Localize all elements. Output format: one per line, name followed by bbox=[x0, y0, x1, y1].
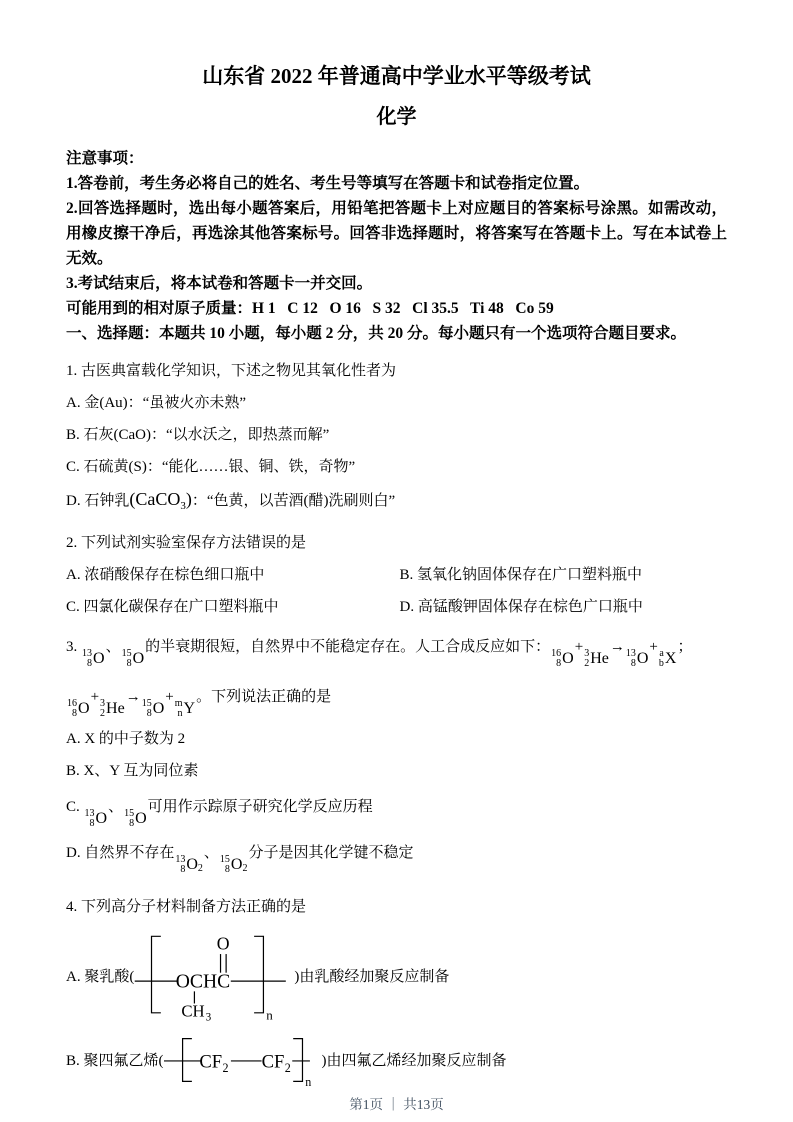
section-heading: 一、选择题：本题共 10 小题，每小题 2 分，共 20 分。每小题只有一个选项符合题目要求。 bbox=[66, 325, 687, 342]
caco3-formula bbox=[129, 489, 192, 512]
atomic-number: n bbox=[177, 708, 183, 719]
element-symbol: He bbox=[590, 650, 609, 667]
ptfe-structure-diagram bbox=[164, 1032, 322, 1088]
nuclide-numbers bbox=[659, 649, 664, 669]
question-1-stem: 1. 古医典富载化学知识，下述之物见其氧化性者为 bbox=[66, 363, 397, 379]
formula-close: ) bbox=[185, 489, 192, 509]
nuclide-numbers bbox=[67, 699, 77, 719]
pla-structure-diagram bbox=[134, 927, 294, 1024]
cf-label: CF bbox=[198, 1050, 222, 1072]
atomic-number: 8 bbox=[89, 818, 95, 829]
nuclide-3-2-He bbox=[584, 649, 609, 669]
cf-subscript: 2 bbox=[284, 1060, 291, 1075]
nuclide-numbers bbox=[626, 649, 636, 669]
formula-subscript: 3 bbox=[180, 500, 186, 512]
mass-number: 15 bbox=[141, 698, 152, 709]
element-symbol: O bbox=[78, 700, 90, 717]
atomic-number: 8 bbox=[126, 658, 132, 669]
question-2-option-a: A. 浓硝酸保存在棕色细口瓶中 bbox=[66, 567, 265, 583]
question-4 bbox=[66, 895, 727, 1088]
molecule-subscript: 2 bbox=[242, 862, 248, 874]
atomic-number: 2 bbox=[584, 658, 590, 669]
element-symbol: O bbox=[93, 650, 105, 667]
molecule-subscript: 2 bbox=[197, 862, 203, 874]
question-1-option-a: A. 金(Au)：“虽被火亦未熟” bbox=[66, 395, 246, 411]
atomic-number: 2 bbox=[100, 708, 106, 719]
formula-text: (CaCO bbox=[129, 489, 181, 509]
q3-text: 可用作示踪原子研究化学反应历程 bbox=[147, 799, 373, 815]
ptfe-structure-svg bbox=[164, 1032, 322, 1088]
question-4-option-b bbox=[66, 1032, 727, 1088]
nuclide-numbers bbox=[85, 809, 95, 829]
notices-heading: 注意事项： bbox=[66, 150, 144, 167]
question-1-option-b: B. 石灰(CaO)：“以水沃之，即热蒸而解” bbox=[66, 427, 330, 443]
question-2-stem: 2. 下列试剂实验室保存方法错误的是 bbox=[66, 535, 307, 551]
nuclide-numbers bbox=[122, 649, 132, 669]
nuclide-numbers bbox=[82, 649, 92, 669]
right-bracket bbox=[254, 936, 263, 1012]
nuclide-15-8-O bbox=[124, 809, 147, 829]
element-symbol: O bbox=[636, 650, 649, 667]
question-3-stem-line-2 bbox=[66, 679, 727, 719]
question-1 bbox=[66, 359, 727, 518]
q3-text: 3. bbox=[66, 639, 81, 655]
nuclide-15-8-O2 bbox=[220, 849, 248, 882]
plus-sign: + bbox=[90, 689, 100, 705]
pla-structure-svg bbox=[134, 927, 294, 1024]
reaction-arrow: → bbox=[125, 689, 141, 705]
methyl-label: CH bbox=[181, 1001, 205, 1021]
q3-text: 分子是因其化学键不稳定 bbox=[248, 845, 414, 861]
cf-subscript: 2 bbox=[222, 1060, 229, 1075]
nuclide-numbers bbox=[124, 809, 134, 829]
element-symbol: O bbox=[562, 650, 574, 667]
nuclide-numbers bbox=[220, 855, 230, 875]
nuclide-numbers bbox=[100, 699, 105, 719]
question-4-option-a bbox=[66, 927, 727, 1024]
nuclide-numbers bbox=[175, 855, 185, 875]
q3-text: D. 自然界不存在 bbox=[66, 845, 175, 861]
mass-number: 3 bbox=[100, 698, 106, 709]
q3-text: ； bbox=[677, 639, 693, 655]
mass-number: 15 bbox=[219, 854, 230, 865]
notice-item-2: 2.回答选择题时，选出每小题答案后，用铅笔把答题卡上对应题目的答案标号涂黑。如需改动，用橡皮擦干净后，再选涂其他答案标号。回答非选择题时，将答案写在答题卡上。写在本试卷上无效。 bbox=[66, 200, 727, 267]
atomic-number: 8 bbox=[146, 708, 152, 719]
mass-number: 16 bbox=[67, 698, 77, 709]
question-2 bbox=[66, 531, 727, 619]
question-3-stem-line-1 bbox=[66, 629, 727, 669]
question-2-options-row-1 bbox=[66, 564, 727, 587]
atomic-number: 8 bbox=[87, 658, 92, 669]
question-3-option-b: B. X、Y 互为同位素 bbox=[66, 763, 199, 779]
nuclide-15-8-O bbox=[142, 699, 165, 719]
mass-number: 13 bbox=[175, 854, 186, 865]
q3-text: 、 bbox=[105, 639, 121, 655]
atomic-number: 8 bbox=[556, 658, 562, 669]
element-symbol: X bbox=[664, 650, 677, 667]
oxygen-label: O bbox=[217, 932, 230, 953]
option-a-suffix: )由乳酸经加聚反应制备 bbox=[294, 968, 450, 985]
nuclide-16-8-O bbox=[67, 699, 90, 719]
nuclide-numbers bbox=[551, 649, 561, 669]
option-a-prefix: A. 聚乳酸( bbox=[66, 968, 135, 985]
nuclide-15-8-O bbox=[122, 649, 145, 669]
option-d-suffix: ：“色黄，以苦酒(醋)洗刷则白” bbox=[191, 493, 396, 509]
right-bracket bbox=[293, 1038, 302, 1081]
methyl-subscript: 3 bbox=[205, 1010, 212, 1023]
mass-number: 13 bbox=[84, 808, 95, 819]
atomic-number: 8 bbox=[630, 658, 636, 669]
plus-sign: + bbox=[574, 639, 584, 655]
reaction-arrow: → bbox=[609, 639, 625, 655]
nuclide-numbers bbox=[175, 699, 183, 719]
mass-number: 15 bbox=[121, 648, 132, 659]
notice-item-1: 1.答卷前，考生务必将自己的姓名、考生号等填写在答题卡和试卷指定位置。 bbox=[66, 175, 590, 192]
nuclide-a-b-X bbox=[659, 649, 677, 669]
q3-text: 、 bbox=[203, 845, 219, 861]
nuclide-13-8-O bbox=[85, 809, 108, 829]
page-footer: 第1页 ｜ 共13页 bbox=[349, 1097, 444, 1112]
nuclide-13-8-O bbox=[626, 649, 649, 669]
mass-number: a bbox=[659, 648, 664, 659]
element-symbol: Y bbox=[183, 700, 196, 717]
element-symbol: O bbox=[135, 810, 147, 827]
q3-text: C. bbox=[66, 799, 84, 815]
mass-number: 16 bbox=[551, 648, 562, 659]
subscript-n: n bbox=[266, 1006, 274, 1022]
nuclide-numbers bbox=[142, 699, 152, 719]
option-b-prefix: B. 聚四氟乙烯( bbox=[66, 1053, 164, 1069]
question-3-option-d bbox=[66, 837, 727, 882]
question-2-option-b: B. 氢氧化钠固体保存在广口塑料瓶中 bbox=[399, 567, 643, 583]
mass-number: 13 bbox=[625, 648, 636, 659]
element-symbol: O bbox=[95, 810, 108, 827]
question-2-options-row-2 bbox=[66, 596, 727, 619]
atomic-number: 8 bbox=[72, 708, 77, 719]
q3-text: 的半衰期很短，自然界中不能稳定存在。人工合成反应如下： bbox=[145, 639, 551, 655]
nuclide-3-2-He bbox=[100, 699, 125, 719]
cf-label: CF bbox=[261, 1050, 284, 1072]
nuclide-m-n-Y bbox=[175, 699, 195, 719]
mass-number: 13 bbox=[82, 648, 92, 659]
nuclide-16-8-O bbox=[551, 649, 574, 669]
mass-number: 15 bbox=[124, 808, 135, 819]
question-1-option-d bbox=[66, 488, 727, 518]
element-symbol: O bbox=[132, 650, 145, 667]
question-2-option-c: C. 四氯化碳保存在广口塑料瓶中 bbox=[66, 599, 279, 615]
q3-text: 、 bbox=[108, 799, 124, 815]
question-1-option-c: C. 石硫黄(S)：“能化……银、铜、铁，奇物” bbox=[66, 459, 356, 475]
atomic-number: 8 bbox=[129, 818, 135, 829]
left-bracket bbox=[182, 1038, 191, 1081]
nuclide-13-8-O bbox=[82, 649, 105, 669]
mass-number: 3 bbox=[584, 648, 590, 659]
q3-text: 。下列说法正确的是 bbox=[196, 689, 332, 705]
atomic-mass-line: 可能用到的相对原子质量：H 1 C 12 O 16 S 32 Cl 35.5 Ti 48 Co 59 bbox=[66, 300, 554, 317]
question-3 bbox=[66, 629, 727, 882]
nuclide-numbers bbox=[584, 649, 589, 669]
plus-sign: + bbox=[165, 689, 174, 705]
question-3-option-c bbox=[66, 791, 727, 829]
notices-section bbox=[66, 146, 727, 346]
atomic-number: b bbox=[658, 658, 664, 669]
subject-title: 化学 bbox=[376, 106, 417, 128]
page-title: 山东省 2022 年普通高中学业水平等级考试 bbox=[202, 64, 591, 88]
question-3-option-a: A. X 的中子数为 2 bbox=[66, 731, 186, 747]
element-symbol: He bbox=[106, 700, 125, 717]
mass-number: m bbox=[174, 698, 183, 709]
element-symbol: O bbox=[152, 700, 165, 717]
chain-label: OCHC bbox=[176, 971, 231, 993]
element-symbol: O bbox=[230, 856, 243, 873]
element-symbol: O bbox=[186, 856, 198, 873]
subscript-n: n bbox=[304, 1074, 311, 1088]
atomic-number: 8 bbox=[180, 864, 186, 875]
atomic-number: 8 bbox=[224, 864, 230, 875]
option-b-suffix: )由四氟乙烯经加聚反应制备 bbox=[321, 1053, 507, 1069]
question-2-option-d: D. 高锰酸钾固体保存在棕色广口瓶中 bbox=[399, 599, 643, 615]
notice-item-3: 3.考试结束后，将本试卷和答题卡一并交回。 bbox=[66, 275, 373, 292]
option-d-prefix: D. 石钟乳 bbox=[66, 493, 130, 509]
question-4-stem: 4. 下列高分子材料制备方法正确的是 bbox=[66, 898, 307, 915]
left-bracket bbox=[152, 936, 161, 1012]
plus-sign: + bbox=[649, 639, 658, 655]
nuclide-13-8-O2 bbox=[175, 849, 203, 882]
